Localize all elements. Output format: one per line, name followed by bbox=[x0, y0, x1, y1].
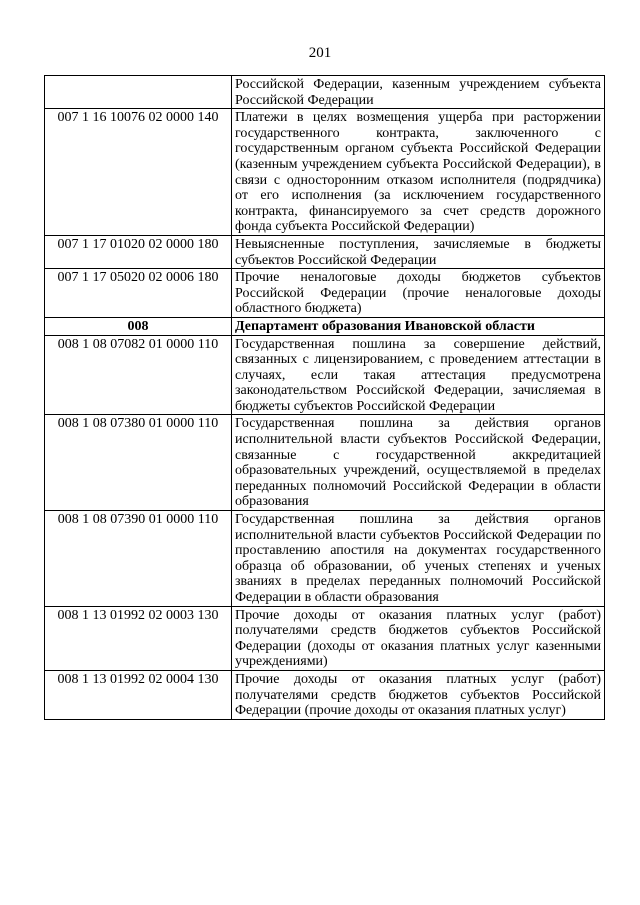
revenue-description-cell: Прочие неналоговые доходы бюджетов субъектов Российской Федерации (прочие неналоговые доходы областного бюджета) bbox=[232, 269, 605, 318]
revenue-code-cell: 007 1 17 05020 02 0006 180 bbox=[45, 269, 232, 318]
revenue-code-cell: 008 1 08 07082 01 0000 110 bbox=[45, 335, 232, 415]
table-row bbox=[45, 76, 605, 109]
revenue-description-cell: Платежи в целях возмещения ущерба при расторжении государственного контракта, заключенного с государственным органом субъекта Российской Федерации (казенным учреждением субъекта Российской Федерации), в связи с односторонним отказом исполнителя (подрядчика) от его исполнения (за исключением государственного контракта, финансируемого за счет средств дорожного фонда субъекта Российской Федерации) bbox=[232, 109, 605, 236]
department-name-cell: Департамент образования Ивановской области bbox=[232, 317, 605, 335]
revenue-code-cell: 008 1 08 07380 01 0000 110 bbox=[45, 415, 232, 511]
table-row bbox=[45, 269, 605, 318]
table-row bbox=[45, 335, 605, 415]
revenue-code-cell: 008 1 13 01992 02 0003 130 bbox=[45, 606, 232, 670]
revenue-description-cell: Прочие доходы от оказания платных услуг (работ) получателями средств бюджетов субъектов Российской Федерации (доходы от оказания платных услуг казенными учреждениями) bbox=[232, 606, 605, 670]
page-number: 201 bbox=[308, 45, 332, 61]
revenue-code-cell: 007 1 16 10076 02 0000 140 bbox=[45, 109, 232, 236]
table-row bbox=[45, 511, 605, 607]
table-row bbox=[45, 109, 605, 236]
revenue-description-cell: Государственная пошлина за совершение действий, связанных с лицензированием, с проведением аттестации в случаях, если такая аттестация предусмотрена законодательством Российской Федерации, зачисляемая в бюджеты субъектов Российской Федерации bbox=[232, 335, 605, 415]
budget-classification-table bbox=[44, 75, 605, 720]
revenue-code-cell: 008 1 08 07390 01 0000 110 bbox=[45, 511, 232, 607]
table-row bbox=[45, 235, 605, 268]
table-row bbox=[45, 670, 605, 719]
department-header-row bbox=[45, 317, 605, 335]
revenue-description-cell: Российской Федерации, казенным учреждением субъекта Российской Федерации bbox=[232, 76, 605, 109]
revenue-description-cell: Государственная пошлина за действия органов исполнительной власти субъектов Российской Федерации, связанные с государственной аккредитацией образовательных учреждений, осуществляемой в пределах переданных полномочий Российской Федерации в области образования bbox=[232, 415, 605, 511]
table-row bbox=[45, 606, 605, 670]
revenue-description-cell: Прочие доходы от оказания платных услуг (работ) получателями средств бюджетов субъектов Российской Федерации (прочие доходы от оказания платных услуг) bbox=[232, 670, 605, 719]
revenue-code-cell: 007 1 17 01020 02 0000 180 bbox=[45, 235, 232, 268]
revenue-code-cell: 008 1 13 01992 02 0004 130 bbox=[45, 670, 232, 719]
revenue-code-cell bbox=[45, 76, 232, 109]
revenue-description-cell: Невыясненные поступления, зачисляемые в бюджеты субъектов Российской Федерации bbox=[232, 235, 605, 268]
revenue-description-cell: Государственная пошлина за действия органов исполнительной власти субъектов Российской Федерации по проставлению апостиля на документах государственного образца об образовании, об ученых степенях и ученых званиях в пределах переданных полномочий Российской Федерации в области образования bbox=[232, 511, 605, 607]
table-row bbox=[45, 415, 605, 511]
department-code-cell: 008 bbox=[45, 317, 232, 335]
